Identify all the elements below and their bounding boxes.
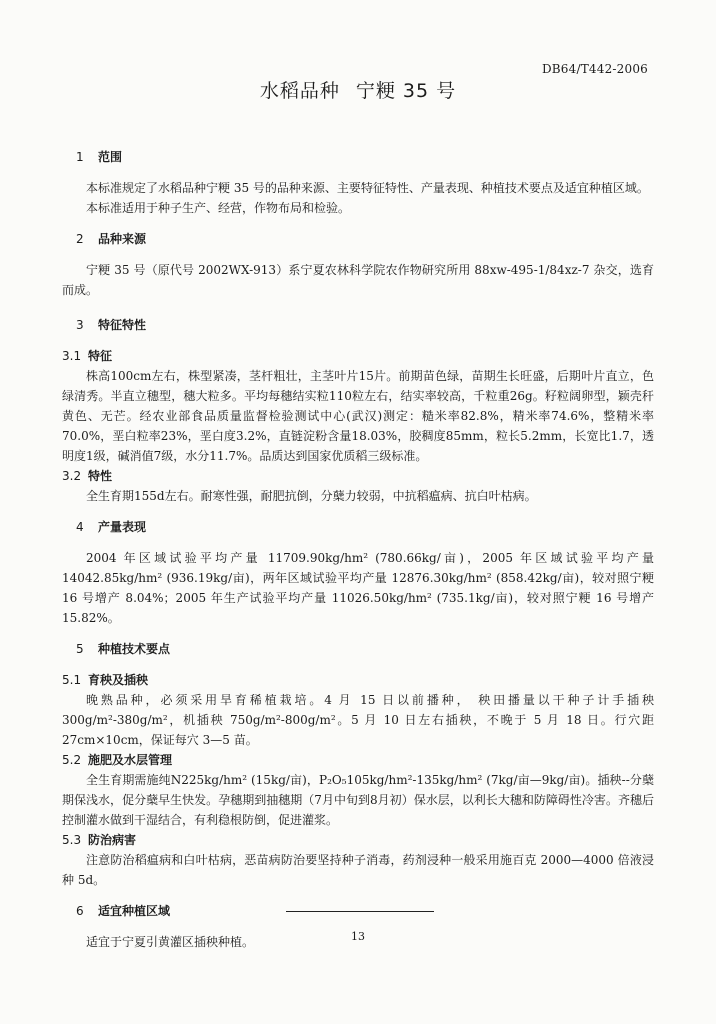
section-heading-cultivation xyxy=(62,638,654,660)
subsection-number: 5.1 xyxy=(62,673,82,687)
subsection-heading-disease xyxy=(62,830,654,850)
subsection-heading-features xyxy=(62,346,654,366)
footer-divider xyxy=(286,911,434,912)
section-title: 范围 xyxy=(98,150,123,164)
subsection-heading-fertilizer xyxy=(62,750,654,770)
paragraph: 本标准规定了水稻品种宁粳 35 号的品种来源、主要特征特性、产量表现、种植技术要点及适宜种植区域。 xyxy=(86,181,649,195)
section-number: 5 xyxy=(76,642,84,656)
standard-code: DB64/T442-2006 xyxy=(541,62,648,76)
subsection-title: 育秧及插秧 xyxy=(88,673,149,687)
section-number: 2 xyxy=(76,232,84,246)
paragraph: 晚熟品种，必须采用旱育稀植栽培。4 月 15 日以前播种， 秧田播量以干种子计手插秧 300g/m²-380g/m²，机插秧 750g/m²-800g/m²。5 月 10 日左右插秧，不晚于 5 月 18 日。行穴距 27cm×10cm，保证每穴 3—5 苗。 xyxy=(62,693,654,747)
section-title: 适宜种植区域 xyxy=(98,904,171,918)
paragraph: 全生育期需施纯N225kg/hm² (15kg/亩)，P₂O₅105kg/hm²-135kg/hm² (7kg/亩—9kg/亩)。插秧--分蘖期保浅水，促分蘖早生快发。孕穗期到抽穗期（7月中旬到8月初）保水层，以利长大穗和防障碍性冷害。齐穗后控制灌水做到干湿结合，有利稳根防倒，促进灌浆。 xyxy=(62,773,654,827)
paragraph: 全生育期155d左右。耐寒性强，耐肥抗倒，分蘖力较弱，中抗稻瘟病、抗白叶枯病。 xyxy=(86,489,537,503)
subsection-title: 施肥及水层管理 xyxy=(88,753,173,767)
subsection-title: 特性 xyxy=(88,469,113,483)
page-number: 13 xyxy=(351,930,365,943)
subsection-number: 5.3 xyxy=(62,833,82,847)
title-part-1: 水稻品种 xyxy=(259,80,340,102)
section-number: 3 xyxy=(76,318,84,332)
subsection-title: 防治病害 xyxy=(88,833,137,847)
paragraph: 本标准适用于种子生产、经营，作物布局和检验。 xyxy=(86,201,351,215)
title-part-2: 宁粳 35 号 xyxy=(355,80,457,102)
paragraph: 株高100cm左右，株型紧凑，茎杆粗壮，主茎叶片15片。前期苗色绿，苗期生长旺盛，后期叶片直立，色绿清秀。半直立穗型，穗大粒多。平均每穗结实粒110粒左右，结实率较高，千粒重26g。籽粒阔卵型，颖壳秆黄色、无芒。经农业部食品质量监督检验测试中心(武汉)测定：糙米率82.8%，精米率74.6%，整精米率70.0%，垩白粒率23%，垩白度3.2%，直链淀粉含量18.03%，胶稠度85mm，粒长5.2mm，长宽比1.7，透明度1级，碱消值7级，水分11.7%。品质达到国家优质稻三级标准。 xyxy=(62,369,654,463)
paragraph: 宁粳 35 号（原代号 2002WX-913）系宁夏农林科学院农作物研究所用 88xw-495-1/84xz-7 杂交，选育而成。 xyxy=(62,263,654,297)
document-title xyxy=(0,76,716,103)
section-heading-origin xyxy=(62,228,654,250)
section-title: 产量表现 xyxy=(98,520,147,534)
section-number: 1 xyxy=(76,150,84,164)
subsection-number: 3.2 xyxy=(62,469,82,483)
section-heading-characteristics xyxy=(62,314,654,336)
section-title: 种植技术要点 xyxy=(98,642,171,656)
section-title: 特征特性 xyxy=(98,318,147,332)
section-heading-yield xyxy=(62,516,654,538)
subsection-heading-seedling xyxy=(62,670,654,690)
section-number: 4 xyxy=(76,520,84,534)
subsection-number: 5.2 xyxy=(62,753,82,767)
paragraph: 2004 年区域试验平均产量 11709.90kg/hm² (780.66kg/亩)，2005 年区域试验平均产量 14042.85kg/hm² (936.19kg/亩)，两年区域试验平均产量 12876.30kg/hm² (858.42kg/亩)，较对照宁粳 16 号增产 8.04%；2005 年生产试验平均产量 11026.50kg/hm² (735.1kg/亩)，较对照宁粳 16 号增产 15.82%。 xyxy=(62,551,654,625)
section-title: 品种来源 xyxy=(98,232,147,246)
subsection-heading-traits xyxy=(62,466,654,486)
subsection-number: 3.1 xyxy=(62,349,82,363)
subsection-title: 特征 xyxy=(88,349,113,363)
paragraph: 注意防治稻瘟病和白叶枯病，恶苗病防治要坚持种子消毒，药剂浸种一般采用施百克 2000—4000 倍液浸种 5d。 xyxy=(62,853,654,887)
section-number: 6 xyxy=(76,904,84,918)
document-body xyxy=(62,146,654,952)
section-heading-scope xyxy=(62,146,654,168)
paragraph: 适宜于宁夏引黄灌区插秧种植。 xyxy=(86,935,255,949)
